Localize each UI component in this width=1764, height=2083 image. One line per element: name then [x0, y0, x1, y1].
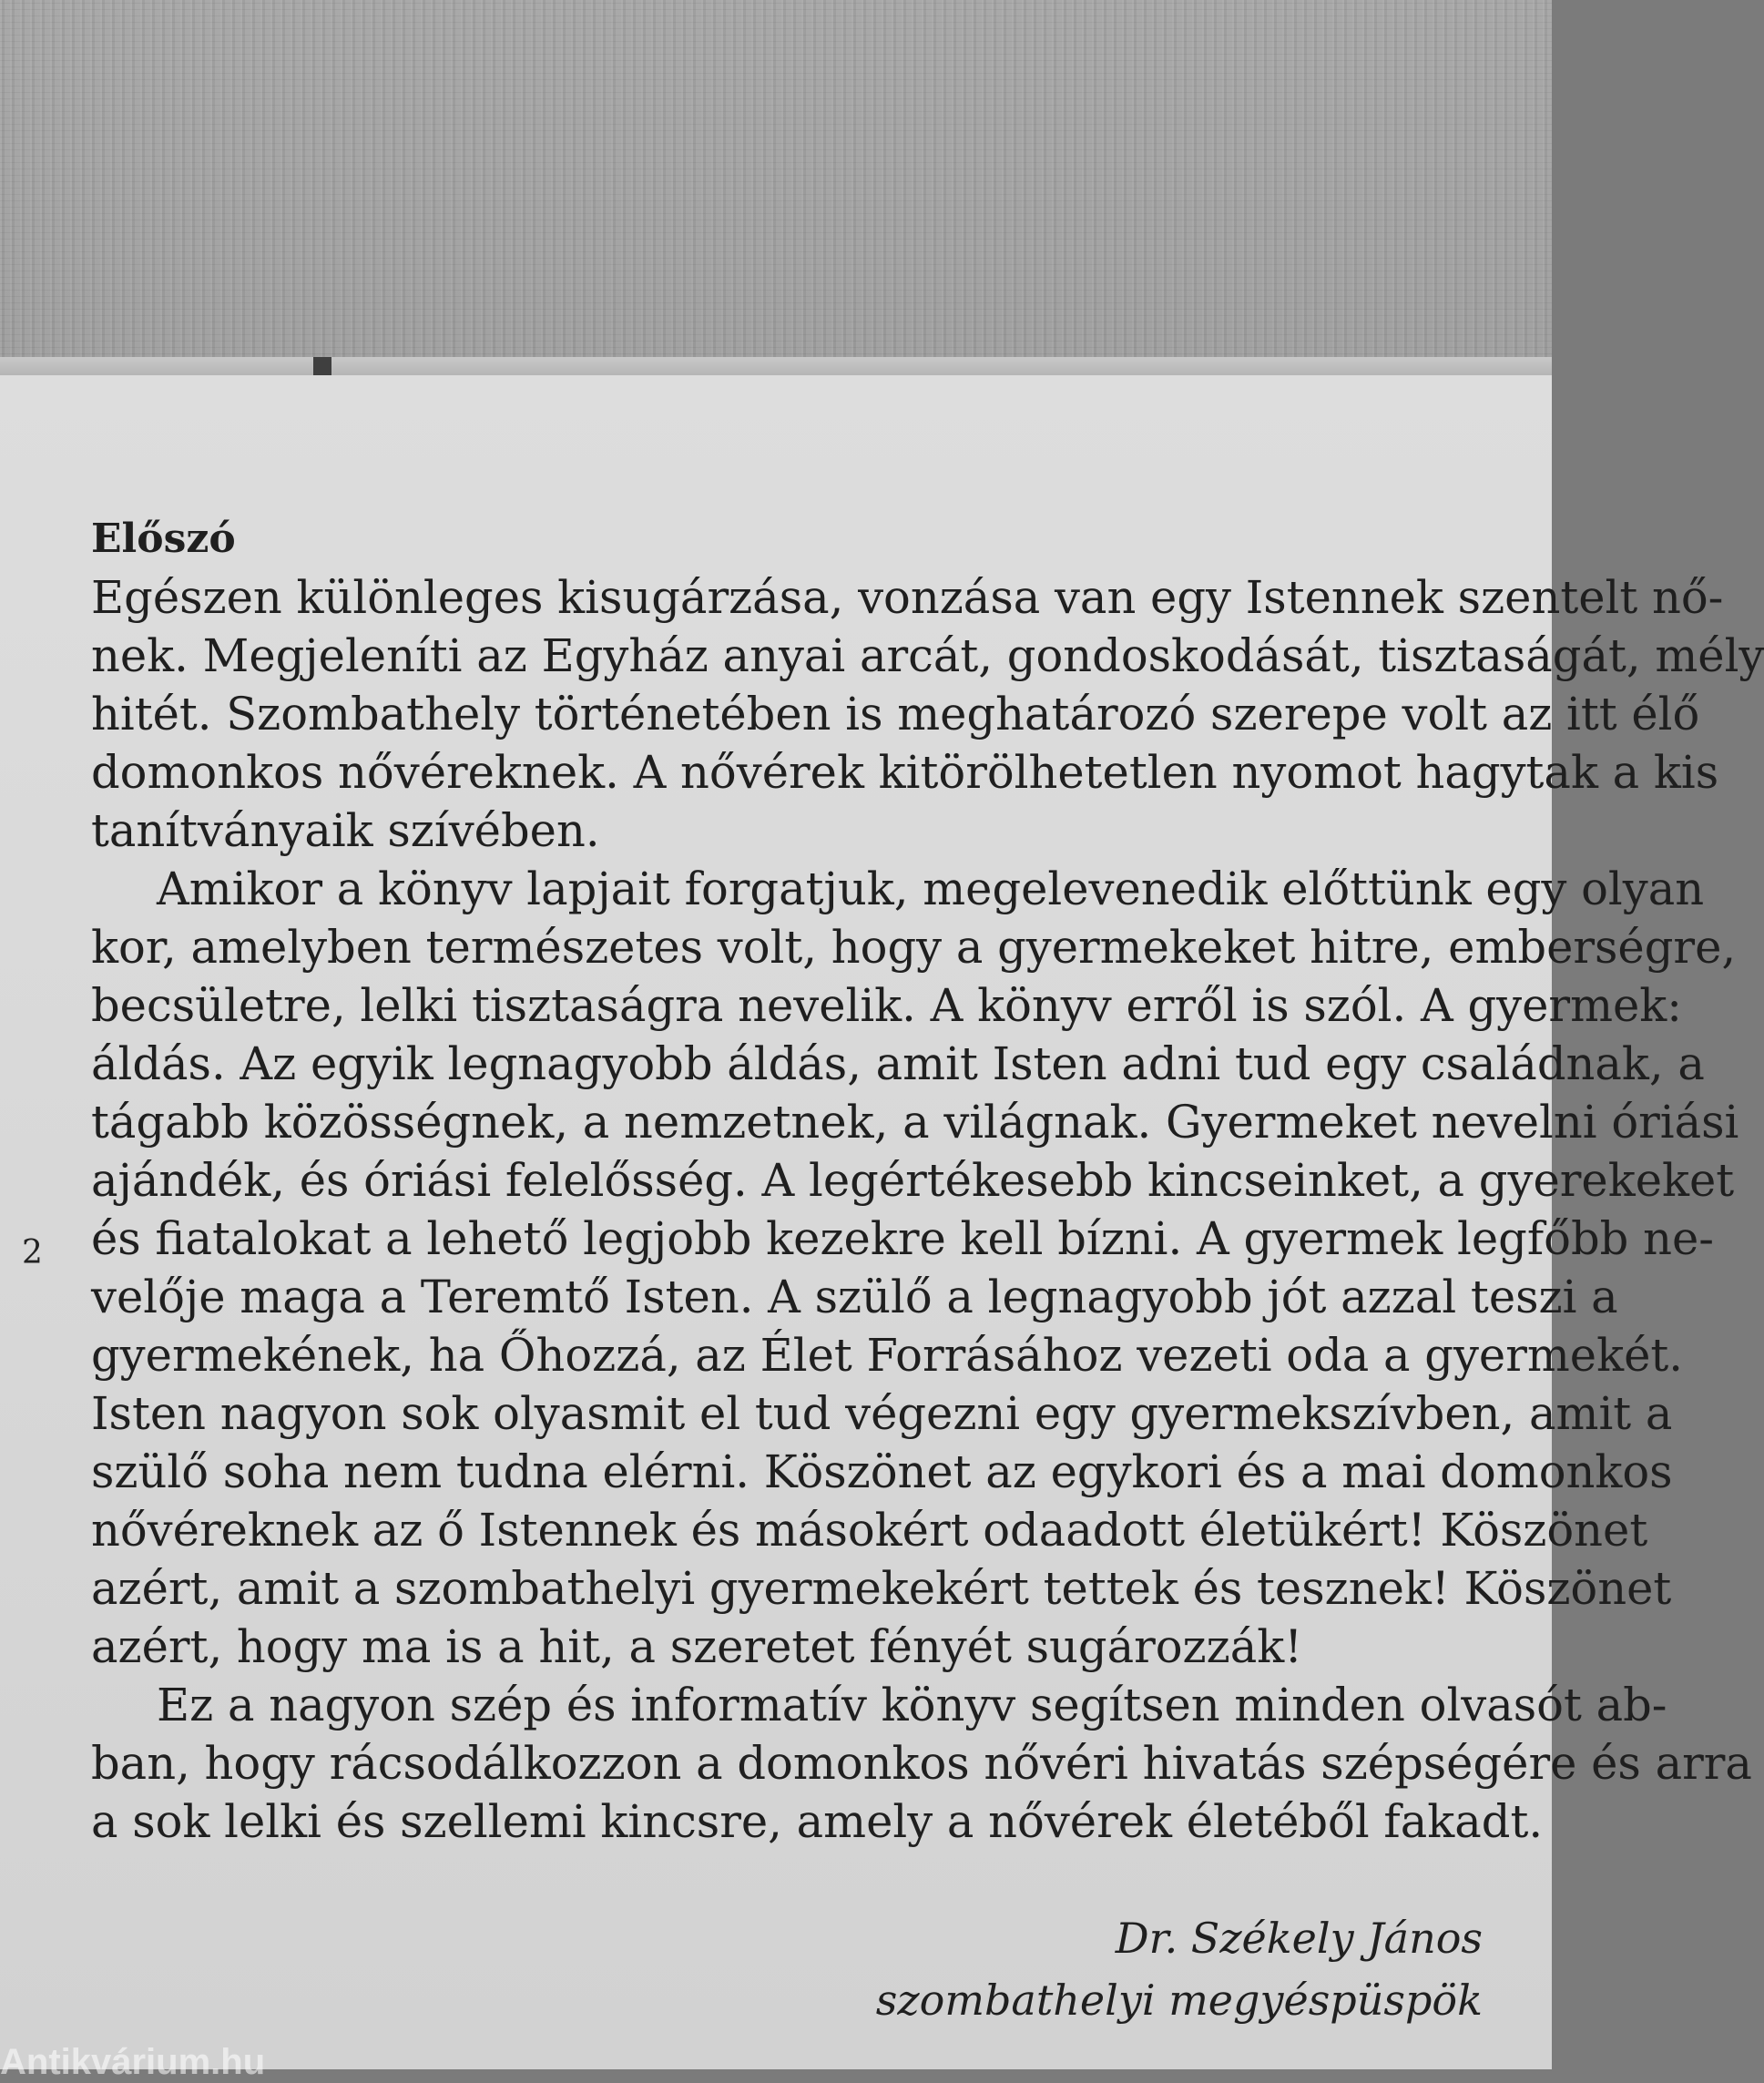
text-line: kor, amelyben természetes volt, hogy a gyermekeket hitre, emberségre, [91, 921, 1737, 974]
paragraph-3 [91, 1676, 1752, 1851]
foreword-heading: Előszó [91, 516, 236, 562]
signature-name: Dr. Székely János [1115, 1914, 1483, 1963]
text-line: ban, hogy rácsodálkozzon a domonkos nővéri hivatás szépségére és arra [91, 1737, 1752, 1790]
paragraph-1 [91, 568, 1764, 860]
watermark: Antikvárium.hu [0, 2042, 266, 2082]
text-line: tanítványaik szívében. [91, 804, 600, 857]
text-line: nővéreknek az ő Istennek és másokért odaadott életükért! Köszönet [91, 1504, 1648, 1557]
text-line: gyermekének, ha Őhozzá, az Élet Forrásához vezeti oda a gyermekét. [91, 1329, 1684, 1382]
text-line: tágabb közösségnek, a nemzetnek, a világnak. Gyermeket nevelni óriási [91, 1096, 1739, 1149]
page-number: 2 [22, 1234, 43, 1271]
paragraph-2 [91, 860, 1739, 1676]
text-line: velője maga a Teremtő Isten. A szülő a legnagyobb jót azzal teszi a [91, 1271, 1618, 1323]
text-line: Egészen különleges kisugárzása, vonzása van egy Istennek szentelt nő- [91, 571, 1724, 624]
text-line: hitét. Szombathely történetében is meghatározó szerepe volt az itt élő [91, 688, 1700, 740]
foreword-text [91, 510, 1764, 1851]
text-line: és fiatalokat a lehető legjobb kezekre kell bízni. A gyermek legfőbb ne- [91, 1212, 1714, 1265]
text-line: Ez a nagyon szép és informatív könyv segítsen minden olvasót ab- [157, 1679, 1667, 1731]
text-line: Amikor a könyv lapjait forgatjuk, megelevenedik előttünk egy olyan [157, 863, 1705, 915]
text-line: domonkos nővéreknek. A nővérek kitörölhetetlen nyomot hagytak a kis [91, 746, 1719, 799]
text-line: ajándék, és óriási felelősség. A legértékesebb kincseinket, a gyerekeket [91, 1154, 1735, 1207]
text-line: áldás. Az egyik legnagyobb áldás, amit Isten adni tud egy családnak, a [91, 1037, 1705, 1090]
signature-block [876, 1907, 1483, 2031]
text-line: szülő soha nem tudna elérni. Köszönet az egykori és a mai domonkos [91, 1445, 1673, 1498]
text-line: Isten nagyon sok olyasmit el tud végezni egy gyermekszívben, amit a [91, 1387, 1673, 1440]
text-line: becsületre, lelki tisztaságra nevelik. A könyv erről is szól. A gyermek: [91, 979, 1682, 1032]
text-line: azért, amit a szombathelyi gyermekekért tettek és tesznek! Köszönet [91, 1562, 1672, 1615]
signature-title: szombathelyi megyéspüspök [875, 1976, 1483, 2025]
text-line: a sok lelki és szellemi kincsre, amely a nővérek életéből fakadt. [91, 1795, 1544, 1848]
text-line: azért, hogy ma is a hit, a szeretet fényét sugározzák! [91, 1620, 1303, 1673]
text-line: nek. Megjeleníti az Egyház anyai arcát, gondoskodását, tisztaságát, mély [91, 629, 1764, 682]
page-edge-notch [313, 357, 331, 377]
back-page-edge [0, 357, 1552, 375]
book-page [0, 375, 1764, 2069]
